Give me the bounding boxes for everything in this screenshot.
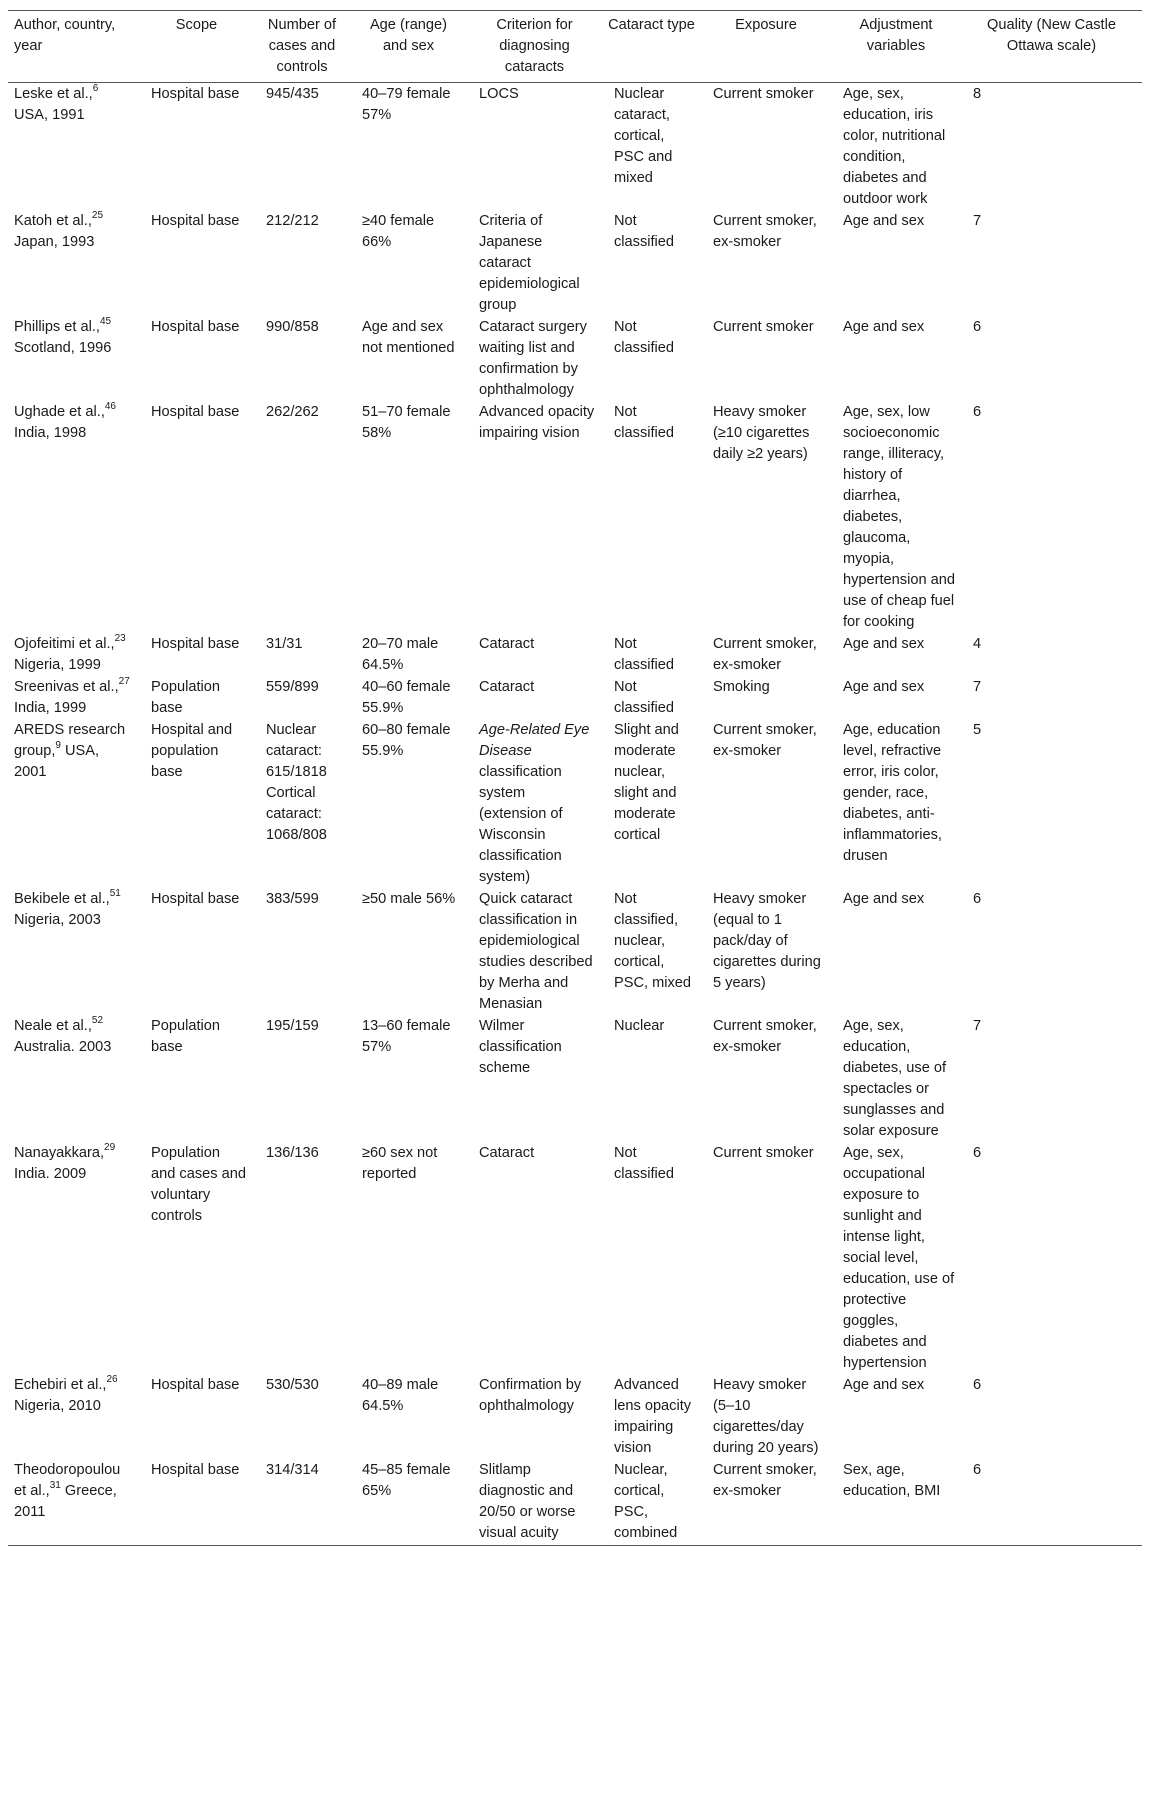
cell-age: ≥40 female 66% — [362, 213, 435, 250]
cell-exposure: Current smoker, ex-smoker — [713, 722, 817, 759]
header-type: Cataract type — [602, 11, 701, 83]
cell-exposure: Current smoker, ex-smoker — [713, 213, 817, 250]
cell-adjustment: Age, sex, low socioeconomic range, illiteracy, history of diarrhea, diabetes, glaucoma, myopia, hypertension and use of cheap fuel for cooking — [843, 404, 955, 630]
cell-cases: Nuclear cataract: 615/1818 Cortical cataract: 1068/808 — [266, 722, 327, 843]
cell-author — [8, 719, 139, 888]
cell-exposure: Heavy smoker (≥10 cigarettes daily ≥2 years) — [713, 404, 810, 462]
cell-scope: Hospital base — [151, 319, 240, 335]
author-name: Ughade et al., — [14, 404, 105, 420]
cell-criterion: Criteria of Japanese cataract epidemiological group — [479, 213, 580, 313]
criterion-italic: Age-Related Eye Disease — [479, 722, 590, 759]
cell-adjustment: Age and sex — [843, 319, 925, 335]
cell-quality: 6 — [973, 319, 982, 335]
author-name: Phillips et al., — [14, 319, 100, 335]
cell-scope: Hospital and population base — [151, 722, 233, 780]
cell-author — [8, 401, 139, 633]
cell-cases: 314/314 — [254, 1459, 350, 1546]
cell-author — [8, 1015, 139, 1142]
cell-adjustment: Sex, age, education, BMI — [831, 1459, 961, 1546]
header-row — [8, 11, 1142, 83]
cell-cases: 945/435 — [266, 86, 319, 102]
reference-number: 51 — [109, 888, 121, 900]
table-row — [8, 83, 1142, 211]
author-country-year: India. 2009 — [14, 1166, 87, 1182]
author-country-year: Nigeria, 2010 — [14, 1398, 101, 1414]
cell-criterion: LOCS — [479, 86, 519, 102]
cell-type: Not classified — [614, 1145, 675, 1182]
author-country-year: Australia. 2003 — [14, 1039, 112, 1055]
cell-criterion: Quick cataract classification in epidemiological studies described by Merha and Menasian — [479, 891, 593, 1012]
cell-type: Nuclear, cortical, PSC, combined — [602, 1459, 701, 1546]
cell-quality: 8 — [973, 86, 982, 102]
author-country-year: USA, 1991 — [14, 107, 85, 123]
cell-adjustment: Age and sex — [843, 1377, 925, 1393]
cell-type: Not classified — [614, 636, 675, 673]
author-name: Neale et al., — [14, 1018, 92, 1034]
cell-adjustment: Age and sex — [843, 891, 925, 907]
cell-criterion: Cataract surgery waiting list and confirmation by ophthalmology — [479, 319, 587, 398]
table-header — [8, 11, 1142, 83]
cell-scope: Hospital base — [151, 404, 240, 420]
cell-scope: Hospital base — [151, 891, 240, 907]
cell-type: Not classified, nuclear, cortical, PSC, mixed — [614, 891, 692, 991]
table-row — [8, 1015, 1142, 1142]
cell-type: Not classified — [614, 679, 675, 716]
cell-author — [8, 210, 139, 316]
cell-adjustment: Age, sex, education, diabetes, use of spectacles or sunglasses and solar exposure — [843, 1018, 947, 1139]
cell-scope: Population base — [151, 679, 220, 716]
cell-quality: 6 — [973, 1377, 982, 1393]
author-country-year: Scotland, 1996 — [14, 340, 112, 356]
cell-cases: 383/599 — [266, 891, 319, 907]
cell-age: 20–70 male 64.5% — [362, 636, 439, 673]
author-name: AREDS research group, — [14, 722, 126, 759]
author-name: Bekibele et al., — [14, 891, 110, 907]
cell-adjustment: Age, sex, education, iris color, nutritional condition, diabetes and outdoor work — [843, 86, 946, 207]
table-row — [8, 719, 1142, 888]
cell-quality: 6 — [961, 1459, 1142, 1546]
cell-type: Not classified — [614, 213, 675, 250]
reference-number: 9 — [55, 740, 61, 752]
cell-scope: Hospital base — [151, 213, 240, 229]
author-name: Nanayakkara, — [14, 1145, 105, 1161]
reference-number: 27 — [118, 676, 130, 688]
cell-scope: Population base — [151, 1018, 220, 1055]
header-exposure: Exposure — [701, 11, 831, 83]
author-name: Theodoropoulou et al., — [14, 1462, 121, 1499]
cell-exposure: Heavy smoker (5–10 cigarettes/day during 20 years) — [713, 1377, 819, 1456]
cell-age: 40–60 female 55.9% — [362, 679, 451, 716]
cell-exposure: Smoking — [713, 679, 770, 695]
reference-number: 6 — [92, 83, 99, 95]
cell-author — [8, 633, 139, 676]
author-country-year: Japan, 1993 — [14, 234, 95, 250]
cell-type: Advanced lens opacity impairing vision — [614, 1377, 692, 1456]
cell-quality: 6 — [973, 404, 982, 420]
header-cases: Number of cases and controls — [254, 11, 350, 83]
table-row — [8, 676, 1142, 719]
cell-age: 40–89 male 64.5% — [362, 1377, 439, 1414]
header-criterion: Criterion for diagnosing cataracts — [467, 11, 602, 83]
cell-quality: 7 — [973, 213, 982, 229]
cell-author — [8, 888, 139, 1015]
cell-cases: 990/858 — [266, 319, 319, 335]
cell-adjustment: Age and sex — [843, 679, 925, 695]
criterion-text: classification system (extension of Wisconsin classification system) — [479, 764, 563, 885]
cell-type: Not classified — [614, 319, 675, 356]
reference-number: 52 — [91, 1015, 104, 1027]
cell-scope: Hospital base — [151, 86, 240, 102]
cell-age: 45–85 female 65% — [350, 1459, 467, 1546]
cell-age: ≥60 sex not reported — [362, 1145, 438, 1182]
cell-criterion: Wilmer classification scheme — [479, 1018, 562, 1076]
cell-scope: Hospital base — [151, 1377, 240, 1393]
author-name: Ojofeitimi et al., — [14, 636, 115, 652]
cell-adjustment: Age, education level, refractive error, iris color, gender, race, diabetes, anti-inflammatories, drusen — [843, 722, 942, 864]
header-adjustment: Adjustment variables — [831, 11, 961, 83]
cell-criterion: Confirmation by ophthalmology — [479, 1377, 582, 1414]
table-row — [8, 633, 1142, 676]
cell-quality: 7 — [973, 679, 982, 695]
author-country-year: USA, 2001 — [14, 743, 100, 780]
cell-criterion: Cataract — [479, 679, 535, 695]
cell-exposure: Current smoker — [713, 319, 814, 335]
cell-author — [8, 316, 139, 401]
cell-exposure: Heavy smoker (equal to 1 pack/day of cigarettes during 5 years) — [713, 891, 821, 991]
cell-age: 51–70 female 58% — [362, 404, 451, 441]
table-row — [8, 888, 1142, 1015]
author-country-year: Greece, 2011 — [14, 1483, 117, 1520]
cell-cases: 136/136 — [266, 1145, 319, 1161]
table-row — [8, 1374, 1142, 1459]
cell-type: Nuclear cataract, cortical, PSC and mixed — [614, 86, 673, 186]
cell-criterion: Slitlamp diagnostic and 20/50 or worse visual acuity — [467, 1459, 602, 1546]
header-author: Author, country, year — [8, 11, 139, 83]
cell-age: 40–79 female 57% — [362, 86, 451, 123]
cell-age: Age and sex not mentioned — [362, 319, 455, 356]
header-quality: Quality (New Castle Ottawa scale) — [961, 11, 1142, 83]
author-name: Echebiri et al., — [14, 1377, 107, 1393]
cell-criterion: Cataract — [479, 1145, 535, 1161]
author-country-year: India, 1999 — [14, 700, 87, 716]
table-row — [8, 401, 1142, 633]
header-scope: Scope — [139, 11, 254, 83]
table-row — [8, 1459, 1142, 1546]
cell-quality: 4 — [973, 636, 982, 652]
cell-criterion — [467, 719, 602, 888]
cell-cases: 530/530 — [266, 1377, 319, 1393]
reference-number: 26 — [106, 1374, 118, 1386]
cell-author — [8, 83, 139, 211]
cell-adjustment: Age, sex, occupational exposure to sunlight and intense light, social level, education, use of protective goggles, diabetes and hypertension — [843, 1145, 955, 1371]
cell-exposure: Current smoker — [713, 86, 814, 102]
cell-scope: Hospital base — [139, 1459, 254, 1546]
reference-number: 29 — [104, 1142, 116, 1154]
cell-type: Not classified — [614, 404, 675, 441]
author-country-year: Nigeria, 1999 — [14, 657, 101, 673]
author-name: Leske et al., — [14, 86, 93, 102]
cell-scope: Population and cases and voluntary controls — [151, 1145, 246, 1224]
cell-exposure: Current smoker, ex-smoker — [701, 1459, 831, 1546]
cell-criterion: Advanced opacity impairing vision — [479, 404, 595, 441]
reference-number: 25 — [91, 210, 104, 222]
cell-criterion: Cataract — [479, 636, 535, 652]
author-name: Sreenivas et al., — [14, 679, 119, 695]
table-row — [8, 210, 1142, 316]
cell-type: Nuclear — [614, 1018, 665, 1034]
cell-cases: 262/262 — [266, 404, 319, 420]
cell-author — [8, 676, 139, 719]
author-country-year: India, 1998 — [14, 425, 87, 441]
reference-number: 46 — [104, 401, 116, 413]
reference-number: 31 — [49, 1480, 61, 1492]
cell-quality: 7 — [973, 1018, 982, 1034]
author-country-year: Nigeria, 2003 — [14, 912, 101, 928]
cell-exposure: Current smoker, ex-smoker — [713, 1018, 817, 1055]
cell-adjustment: Age and sex — [843, 636, 925, 652]
cell-author — [8, 1142, 139, 1374]
cell-author — [8, 1374, 139, 1459]
cell-age: 60–80 female 55.9% — [362, 722, 451, 759]
cell-age: ≥50 male 56% — [362, 891, 456, 907]
table-body — [8, 83, 1142, 1546]
reference-number: 45 — [99, 316, 112, 328]
reference-number: 23 — [114, 633, 126, 645]
cell-quality: 6 — [973, 891, 982, 907]
cell-quality: 6 — [973, 1145, 982, 1161]
cell-type: Slight and moderate nuclear, slight and moderate cortical — [614, 722, 679, 843]
author-name: Katoh et al., — [14, 213, 92, 229]
cell-cases: 212/212 — [266, 213, 319, 229]
cell-scope: Hospital base — [151, 636, 240, 652]
cell-exposure: Current smoker — [713, 1145, 814, 1161]
cell-adjustment: Age and sex — [843, 213, 925, 229]
table-row — [8, 316, 1142, 401]
cell-exposure: Current smoker, ex-smoker — [713, 636, 817, 673]
cell-cases: 559/899 — [266, 679, 319, 695]
cell-cases: 195/159 — [266, 1018, 319, 1034]
table-row — [8, 1142, 1142, 1374]
cell-quality: 5 — [973, 722, 982, 738]
studies-table — [8, 10, 1142, 1546]
header-age: Age (range) and sex — [350, 11, 467, 83]
cell-cases: 31/31 — [266, 636, 303, 652]
cell-author — [8, 1459, 139, 1546]
cell-age: 13–60 female 57% — [362, 1018, 451, 1055]
